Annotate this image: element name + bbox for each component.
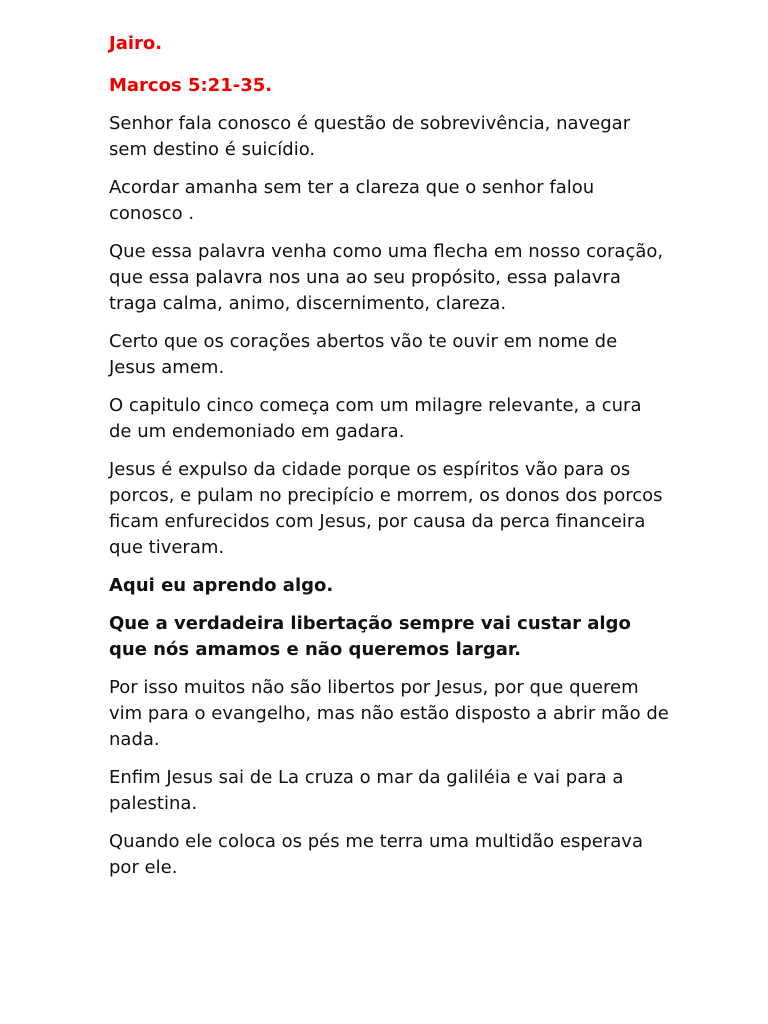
document-title: Jairo. xyxy=(109,33,163,54)
paragraph-expulso: Jesus é expulso da cidade porque os espíritos vão para os porcos, e pulam no precipício e morrem, os donos dos porcos ficam enfurecidos com Jesus, por causa da perca financeira que tiveram. xyxy=(109,459,663,558)
paragraph-multidao: Quando ele coloca os pés me terra uma multidão esperava por ele. xyxy=(109,831,643,878)
paragraph-palavra: Que essa palavra venha como uma flecha em nosso coração, que essa palavra nos una ao seu propósito, essa palavra traga calma, animo, discernimento, clareza. xyxy=(109,241,664,314)
paragraph-capitulo-cinco: O capitulo cinco começa com um milagre relevante, a cura de um endemoniado em gadara. xyxy=(109,395,642,442)
paragraph-sobrevivencia: Senhor fala conosco é questão de sobrevivência, navegar sem destino é suicídio. xyxy=(109,113,631,160)
scripture-reference: Marcos 5:21-35. xyxy=(109,75,273,96)
paragraph-por-isso: Por isso muitos não são libertos por Jesus, por que querem vim para o evangelho, mas não estão disposto a abrir mão de nada. xyxy=(109,677,669,750)
paragraph-acordar: Acordar amanha sem ter a clareza que o senhor falou conosco . xyxy=(109,177,595,224)
document-page xyxy=(109,31,669,893)
paragraph-coracoes: Certo que os corações abertos vão te ouvir em nome de Jesus amem. xyxy=(109,331,618,378)
paragraph-libertacao: Que a verdadeira libertação sempre vai custar algo que nós amamos e não queremos largar. xyxy=(109,613,631,660)
paragraph-enfim: Enfim Jesus sai de La cruza o mar da galiléia e vai para a palestina. xyxy=(109,767,624,814)
paragraph-aprendo: Aqui eu aprendo algo. xyxy=(109,575,334,596)
